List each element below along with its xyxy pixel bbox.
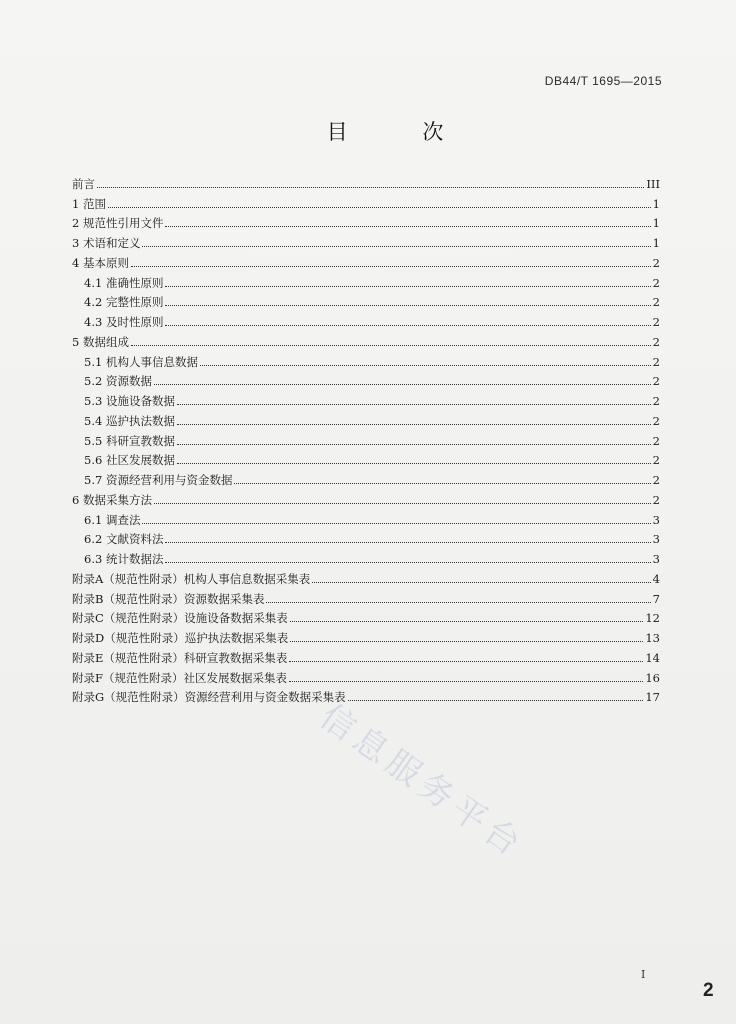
toc-entry-label: 6.3 统计数据法	[84, 552, 164, 566]
toc-entry[interactable]	[72, 290, 660, 310]
toc-entry-page: 2	[652, 295, 660, 310]
dot-leader	[312, 581, 650, 583]
toc-entry-label: 1 范围	[72, 196, 106, 211]
toc-entry[interactable]	[72, 507, 660, 527]
dot-leader	[165, 304, 650, 306]
dot-leader	[131, 344, 651, 346]
toc-entry-label: 3 术语和定义	[72, 236, 141, 250]
dot-leader	[266, 601, 650, 603]
dot-leader	[165, 225, 650, 227]
toc-entry-page: 2	[652, 374, 660, 389]
dot-leader	[177, 423, 651, 425]
toc-entry-label: 6.1 调查法	[84, 512, 141, 527]
toc-entry-label: 4.3 及时性原则	[84, 315, 164, 329]
dot-leader	[131, 265, 651, 267]
dot-leader	[165, 324, 650, 326]
dot-leader	[165, 541, 650, 543]
toc-entry-page: 3	[652, 532, 660, 547]
toc-entry-page: 1	[652, 236, 660, 250]
toc-entry[interactable]	[72, 665, 660, 685]
toc-entry-page: 3	[652, 512, 660, 527]
toc-entry-page: 1	[652, 216, 660, 231]
dot-leader	[165, 561, 650, 563]
dot-leader	[165, 285, 650, 287]
toc-entry-label: 附录G（规范性附录）资源经营利用与资金数据采集表	[72, 690, 346, 705]
toc-entry-label: 5.7 资源经营利用与资金数据	[84, 473, 233, 487]
toc-entry[interactable]	[72, 685, 660, 705]
toc-entry-label: 附录B（规范性附录）资源数据采集表	[72, 591, 265, 606]
toc-entry-label: 5.3 设施设备数据	[84, 394, 175, 408]
toc-entry[interactable]	[72, 546, 660, 566]
toc-entry-page: 2	[652, 453, 660, 468]
toc-entry[interactable]	[72, 408, 660, 428]
toc-entry[interactable]	[72, 625, 660, 645]
toc-entry-page: 16	[645, 670, 660, 685]
dot-leader	[289, 660, 643, 662]
toc-entry-label: 附录D（规范性附录）巡护执法数据采集表	[72, 631, 289, 645]
toc-entry-label: 6 数据采集方法	[72, 492, 152, 507]
dot-leader	[108, 206, 651, 208]
toc-entry[interactable]	[72, 191, 660, 211]
toc-entry-page: 2	[652, 433, 660, 448]
toc-entry-label: 2 规范性引用文件	[72, 216, 164, 231]
toc-entry-page: III	[646, 176, 660, 191]
page-title: 目 次	[326, 120, 478, 144]
toc-entry-page: 2	[652, 315, 660, 329]
toc-entry[interactable]	[72, 309, 660, 329]
toc-entry-page: 12	[645, 611, 660, 626]
toc-entry-label: 5.5 科研宣教数据	[84, 433, 175, 448]
toc-entry-label: 4.2 完整性原则	[84, 295, 164, 310]
page-folio: I	[641, 968, 646, 981]
toc-entry[interactable]	[72, 566, 660, 586]
toc-entry[interactable]	[72, 586, 660, 606]
scan-page-number: 2	[703, 980, 714, 1001]
toc-entry-page: 2	[652, 354, 660, 369]
dot-leader	[97, 186, 644, 188]
toc-entry-page: 7	[652, 591, 660, 606]
toc-entry-label: 附录C（规范性附录）设施设备数据采集表	[72, 611, 288, 626]
toc-entry-page: 13	[645, 631, 660, 645]
toc-entry[interactable]	[72, 487, 660, 507]
dot-leader	[154, 502, 651, 504]
dot-leader	[177, 462, 651, 464]
toc-entry[interactable]	[72, 230, 660, 250]
toc-entry[interactable]	[72, 270, 660, 290]
toc-entry-label: 6.2 文献资料法	[84, 532, 164, 547]
toc-entry-page: 2	[652, 275, 660, 290]
toc-entry[interactable]	[72, 428, 660, 448]
toc-entry[interactable]	[72, 527, 660, 547]
toc-entry-page: 1	[652, 196, 660, 211]
toc-entry-label: 5 数据组成	[72, 334, 129, 349]
toc-entry-label: 前言	[72, 176, 95, 191]
dot-leader	[142, 245, 650, 247]
toc-entry[interactable]	[72, 250, 660, 270]
toc-entry-page: 2	[652, 334, 660, 349]
toc-entry-label: 附录A（规范性附录）机构人事信息数据采集表	[72, 571, 311, 586]
dot-leader	[289, 680, 643, 682]
toc-entry[interactable]	[72, 606, 660, 626]
toc-entry[interactable]	[72, 448, 660, 468]
toc-entry[interactable]	[72, 369, 660, 389]
dot-leader	[177, 403, 651, 405]
toc-entry-page: 17	[645, 690, 660, 705]
toc-entry-page: 3	[652, 552, 660, 566]
toc-entry-label: 4 基本原则	[72, 255, 129, 270]
dot-leader	[200, 364, 651, 366]
toc-entry[interactable]	[72, 329, 660, 349]
toc-entry-label: 5.4 巡护执法数据	[84, 413, 175, 428]
toc-entry[interactable]	[72, 645, 660, 665]
toc-entry-label: 5.1 机构人事信息数据	[84, 354, 198, 369]
dot-leader	[290, 620, 644, 622]
toc-entry[interactable]	[72, 388, 660, 408]
toc-entry-page: 2	[652, 492, 660, 507]
toc-entry-page: 2	[652, 394, 660, 408]
toc-entry-label: 5.6 社区发展数据	[84, 453, 175, 468]
toc-entry[interactable]	[72, 349, 660, 369]
toc-entry-page: 2	[652, 413, 660, 428]
toc-entry-label: 附录F（规范性附录）社区发展数据采集表	[72, 670, 287, 685]
watermark: 信息服务平台	[312, 696, 533, 867]
toc-entry-label: 附录E（规范性附录）科研宣教数据采集表	[72, 650, 288, 665]
toc-entry[interactable]	[72, 211, 660, 231]
table-of-contents	[72, 171, 660, 704]
dot-leader	[348, 699, 644, 701]
dot-leader	[142, 522, 650, 524]
dot-leader	[154, 383, 651, 385]
toc-entry-page: 14	[645, 650, 660, 665]
toc-entry[interactable]	[72, 171, 660, 191]
toc-entry-page: 2	[652, 473, 660, 487]
dot-leader	[290, 640, 643, 642]
toc-entry-label: 5.2 资源数据	[84, 374, 152, 389]
toc-entry[interactable]	[72, 467, 660, 487]
toc-entry-page: 4	[652, 571, 660, 586]
standard-code: DB44/T 1695—2015	[544, 74, 662, 88]
toc-entry-label: 4.1 准确性原则	[84, 275, 164, 290]
toc-entry-page: 2	[652, 255, 660, 270]
dot-leader	[234, 482, 650, 484]
dot-leader	[177, 443, 651, 445]
